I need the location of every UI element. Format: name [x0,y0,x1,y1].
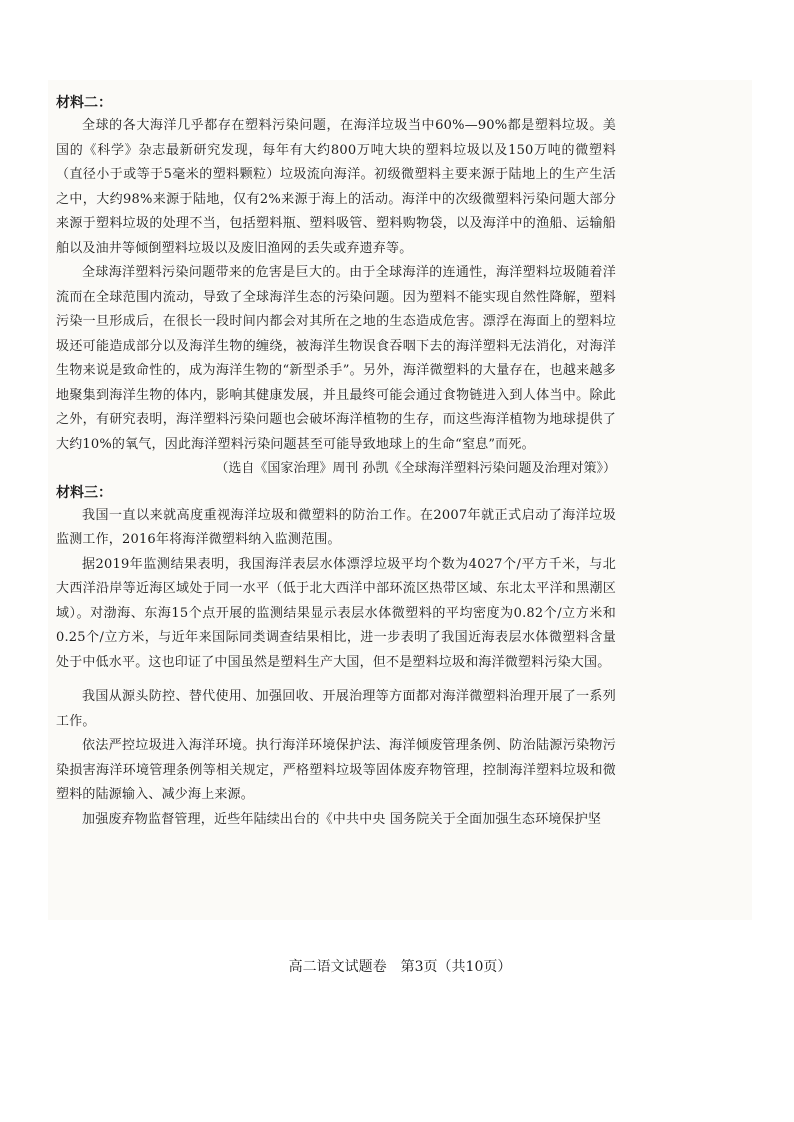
document-body [56,92,616,832]
material-two-heading: 材料二： [56,95,112,111]
paragraph-gap [56,675,616,685]
material-three-paragraph-5: 加强废弃物监督管理，近些年陆续出台的《中共中央 国务院关于全面加强生态环境保护坚 [82,811,602,827]
material-three-paragraph-1: 我国一直以来就高度重视海洋垃圾和微塑料的防治工作。在2007年就正式启动了海洋垃圾监测工作，2016年将海洋微塑料纳入监测范围。 [56,507,616,547]
material-three-heading: 材料三： [56,484,112,501]
material-three-paragraph-3: 我国从源头防控、替代使用、加强回收、开展治理等方面都对海洋微塑料治理开展了一系列工作。 [56,689,616,729]
material-two-section [56,92,616,482]
material-three-paragraph-4: 依法严控垃圾进入海洋环境。执行海洋环境保护法、海洋倾废管理条例、防治陆源污染物污染损害海洋环境管理条例等相关规定，严格塑料垃圾等固体废弃物管理，控制海洋塑料垃圾和微塑料的陆源输入、减少海上来源。 [56,738,616,802]
material-three-section [56,482,616,833]
material-three-paragraph-2: 据2019年监测结果表明，我国海洋表层水体漂浮垃圾平均个数为4027个/平方千米，与北大西洋沿岸等近海区域处于同一水平（低于北大西洋中部环流区热带区域、东北太平洋和黑潮区域）。对渤海、东海15个点开展的监测结果显示表层水体微塑料的平均密度为0.82个/立方米和0.25个/立方米，与近年来国际同类调查结果相比，进一步表明了我国近海表层水体微塑料含量处于中低水平。这也印证了中国虽然是塑料生产大国，但不是塑料垃圾和海洋微塑料污染大国。 [56,556,616,670]
material-two-paragraph-1: 全球的各大海洋几乎都存在塑料污染问题，在海洋垃圾当中60%—90%都是塑料垃圾。美国的《科学》杂志最新研究发现，每年有大约800万吨大块的塑料垃圾以及150万吨的微塑料（直径小于或等于5毫米的塑料颗粒）垃圾流向海洋。初级微塑料主要来源于陆地上的生产生活之中，大约98%来源于陆地，仅有2%来源于海上的活动。海洋中的次级微塑料污染问题大部分来源于塑料垃圾的处理不当，包括塑料瓶、塑料吸管、塑料购物袋，以及海洋中的渔船、运输船舶以及油井等倾倒塑料垃圾以及废旧渔网的丢失或弃遗弃等。 [56,118,616,256]
page-footer: 高二语文试题卷 第3页（共10页） [288,959,512,975]
material-two-source: （选自《国家治理》周刊 孙凯《全球海洋塑料污染问题及治理对策》） [215,461,616,476]
material-two-paragraph-2: 全球海洋塑料污染问题带来的危害是巨大的。由于全球海洋的连通性，海洋塑料垃圾随着洋流而在全球范围内流动，导致了全球海洋生态的污染问题。因为塑料不能实现自然性降解，塑料污染一旦形成后，在很长一段时间内都会对其所在之地的生态造成危害。漂浮在海面上的塑料垃圾还可能造成部分以及海洋生物的缠绕，被海洋生物误食吞咽下去的海洋塑料无法消化，对海洋生物来说是致命性的，成为海洋生物的“新型杀手”。另外，海洋微塑料的大量存在，也越来越多地聚集到海洋生物的体内，影响其健康发展，并且最终可能会通过食物链进入到人体当中。除此之外，有研究表明，海洋塑料污染问题也会破坏海洋植物的生存，而这些海洋植物为地球提供了大约10%的氧气，因此海洋塑料污染问题甚至可能导致地球上的生命“窒息”而死。 [56,265,616,452]
